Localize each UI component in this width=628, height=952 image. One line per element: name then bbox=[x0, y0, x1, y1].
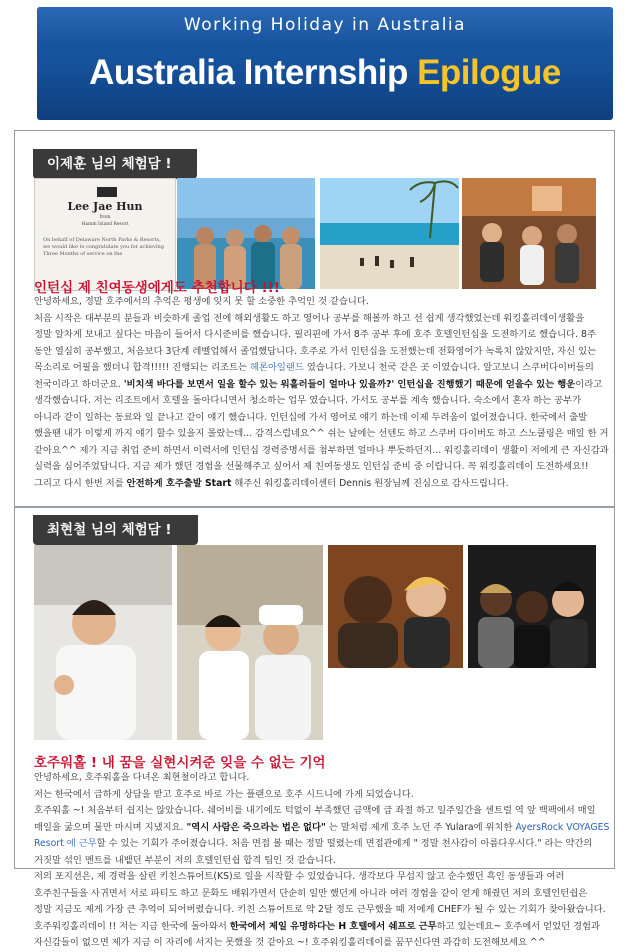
text-run: 안녕하세요, 호주워홀을 다녀온 최현철이라고 합니다. bbox=[34, 772, 250, 783]
body-line bbox=[34, 836, 602, 853]
restaurant-photo bbox=[462, 178, 596, 289]
text-run: 매일을 굶으며 물만 마시며 지냈지요. bbox=[34, 821, 187, 833]
text-run: 처음 시작은 대부분의 분들과 비슷하게 졸업 전에 해외생활도 하고 영어나 공부를 해볼까 하고 선 쉽게 생각했었는데 워킹홀리데이생활을 bbox=[34, 312, 585, 324]
text-run: Resort 에 근무 bbox=[34, 838, 97, 849]
text-run: 저는 한국에서 급하게 상담을 받고 호주로 바로 가는 플랜으로 호주 시드니에 가게 되었습니다. bbox=[34, 788, 414, 800]
body-line bbox=[34, 902, 606, 919]
text-run: 같아요^^ 제가 지금 취업 준비 하면서 이력서에 인턴십 경력증명서를 첨부하면 얼마나 뿌듯하던지... 워킹홀리데이 생활이 저에게 큰 자신감과 bbox=[34, 444, 609, 456]
text-run: 호주워홀 ~! 처음부터 쉽지는 않았습니다. 쉐어비를 내기에도 턱없이 부족했던 금액에 급 좌절 하고 일주일간을 센트럴 역 앞 백팩에서 매일 bbox=[34, 805, 596, 816]
body-line bbox=[34, 770, 602, 787]
body-line bbox=[34, 935, 602, 952]
text-run: 자신감들이 없으면 제가 지금 이 자리에 서지는 못했을 것 같아요 ~! 호주워킹홀리데이를 꿈꾸신다면 과감히 도전해보세요 ^^ bbox=[34, 937, 546, 948]
title-banner bbox=[37, 7, 613, 120]
logo-icon bbox=[97, 187, 117, 197]
testimonial-body bbox=[34, 770, 610, 952]
text-run: 는 말처럼 제게 호주 노던 주 Yulara에 위치한 bbox=[325, 821, 516, 833]
body-line bbox=[34, 426, 609, 443]
friend-photo bbox=[328, 545, 463, 668]
banner-title bbox=[37, 53, 613, 93]
text-run: AyersRock VOYAGES bbox=[515, 821, 610, 833]
body-line bbox=[34, 360, 602, 377]
text-run: 생각했습니다. 저는 리조트에서 호텔을 돌아다니면서 청소하는 업무 였습니다. 가서도 공부를 계속 했습니다. 숙소에서 혼자 하는 공부가 bbox=[34, 395, 582, 406]
card-from: from bbox=[99, 215, 111, 220]
card-resort: Hamm Island Resort bbox=[81, 222, 129, 227]
testimonial-body bbox=[34, 294, 609, 492]
text-run: 헤론아일랜드 bbox=[249, 362, 304, 373]
body-line bbox=[34, 803, 602, 820]
text-run: "역시 사람은 죽으라는 법은 없다" bbox=[186, 821, 326, 833]
testimonial-section-1 bbox=[15, 131, 614, 506]
business-card-photo bbox=[34, 178, 176, 291]
body-line bbox=[34, 476, 602, 493]
text-run: 하고 있는데요~ 호주에서 얻었던 경험과 bbox=[436, 920, 600, 932]
text-run: 천국이라고 하더군요. bbox=[34, 378, 124, 390]
text-run: 호주친구들을 사귀면서 서로 파티도 하고 문화도 배워가면서 단순히 일만 했던게 아니라 여러 경험을 같이 얻게 해줬던 저의 호텔인턴쉽은 bbox=[34, 887, 588, 899]
body-line bbox=[34, 327, 602, 344]
section-tag: 이제훈 님의 체험담 ! bbox=[33, 149, 197, 179]
text-run: 해주신 워킹홀리데이센터 Dennis 원장님께 진심으로 감사드립니다. bbox=[231, 477, 509, 489]
text-run: 아니라 같이 일하는 동료와 일 끝나고 같이 얘기 했습니다. 인턴십에 가서 영어로 얘기 하는데 이제 두려움이 없어졌습니다. 한국에서 출발 bbox=[34, 411, 588, 423]
text-run: 였습니다. 가보니 천국 같은 곳 이였습니다. 알고보니 스쿠버다이버들의 bbox=[303, 362, 594, 373]
text-run: 이라고 bbox=[575, 378, 603, 390]
text-run: 호주워킹홀리데이 !! 저는 지금 한국에 돌아와서 bbox=[34, 920, 230, 932]
card-body: On behalf of Delaware North Parks & Resorts, we would like to congratulate you for achieving Three Months of service on the bbox=[43, 237, 164, 257]
text-run: 정말 알차게 보내고 싶다는 마음이 들어서 다시준비를 했습니다. 필리핀에 가서 8주 공부 후에 호주 호텔인턴십을 도전하기로 했습니다. 8주 bbox=[34, 329, 596, 340]
body-line bbox=[34, 459, 602, 476]
body-line bbox=[34, 377, 602, 394]
text-run: 안녕하세요, 정말 호주에서의 추억은 평생에 잊지 못 할 소중한 추억인 것 같습니다. bbox=[34, 296, 369, 307]
text-run: '비치색 바다를 보면서 일을 할수 있는 워홀러들이 얼마나 있을까?' 인턴십을 진행했기 때문에 얻을수 있는 행운 bbox=[123, 378, 576, 390]
body-line bbox=[34, 410, 602, 427]
body-line bbox=[34, 344, 602, 361]
text-run: 실력을 심어주었답니다. 지금 제가 했던 경험을 선물해주고 싶어서 제 친여동생도 인턴십 준비 중 이랍니다. 꼭 워킹홀리데이 도전하세요!! bbox=[34, 461, 589, 472]
testimonial-section-2 bbox=[15, 506, 614, 948]
text-run: 정말 지금도 제게 가장 큰 추억이 되어버렸습니다. 키친 스튜어트로 약 2달 정도 근무했을 때 저에게 CHEF가 될 수 있는 기회가 찾아왔습니다. bbox=[34, 904, 606, 915]
text-run: 그리고 다시 한번 저를 bbox=[34, 477, 127, 489]
text-run: 했을땐 내가 이렇게 까지 얘기 할수 있을지 몰랐는데... 감격스럽네요^^ 쉬는 날에는 선텐도 하고 스쿠버 다이버도 하고 스노쿨링은 매일 한 거 bbox=[34, 428, 609, 439]
text-run: 목소리로 어필을 했더니 합격!!!!! 진행되는 리조트는 bbox=[34, 362, 250, 373]
team-photo bbox=[177, 178, 315, 289]
body-line bbox=[34, 853, 602, 870]
kitchen-photo bbox=[177, 545, 323, 740]
body-line bbox=[34, 820, 610, 837]
body-line bbox=[34, 869, 602, 886]
section-tag: 최현철 님의 체험담 ! bbox=[33, 515, 198, 545]
section-heading: 호주워홀 ! 내 꿈을 실현시켜준 잊을 수 없는 기억 bbox=[34, 755, 326, 771]
text-run: 거짓말 섞인 멘트를 내뱉던 부분이 저의 호텔인턴쉽 합격 팁인 것 같습니다. bbox=[34, 854, 336, 866]
section-heading: 인턴십 제 친여동생에게도 추천합니다 !!! bbox=[34, 280, 280, 296]
text-run: 저의 포지션은, 제 경력을 살린 키친스튜어트(KS)로 일을 시작할 수 있었습니다. 생각보다 무섭지 않고 순수했던 흑인 동생들과 여러 bbox=[34, 871, 565, 882]
body-line bbox=[34, 443, 609, 460]
text-run: 안전하게 호주출발 Start bbox=[126, 477, 232, 489]
group-photo bbox=[468, 545, 596, 668]
body-line bbox=[34, 919, 602, 936]
chef-photo bbox=[34, 545, 172, 740]
text-run: 동안 열심히 공부했고, 처음보다 3단계 레벨업해서 졸업했답니다. 호주로 가서 인턴십을 도전했는데 전화영어가 녹록치 않았지만, 자신 있는 bbox=[34, 345, 597, 357]
text-run: 한국에서 제일 유명하다는 H 호텔에서 쉐프로 근무 bbox=[229, 920, 437, 932]
card-name: Lee Jae Hun bbox=[67, 200, 143, 213]
main-frame bbox=[14, 130, 615, 948]
body-line bbox=[34, 787, 602, 804]
banner-subtitle: Working Holiday in Australia bbox=[183, 15, 467, 35]
beach-chess-photo bbox=[320, 178, 459, 289]
text-run: 할 수 있는 기회가 주어졌습니다. 처음 면접 볼 때는 정말 떨렸는데 면접관에게 " 정말 천사감이 아름다우시다." 라는 약간의 bbox=[96, 838, 593, 849]
banner-title-main: Australia Internship bbox=[89, 53, 418, 92]
body-line bbox=[34, 886, 602, 903]
body-line bbox=[34, 294, 602, 311]
body-line bbox=[34, 393, 602, 410]
body-line bbox=[34, 311, 602, 328]
banner-title-accent: Epilogue bbox=[417, 53, 561, 92]
